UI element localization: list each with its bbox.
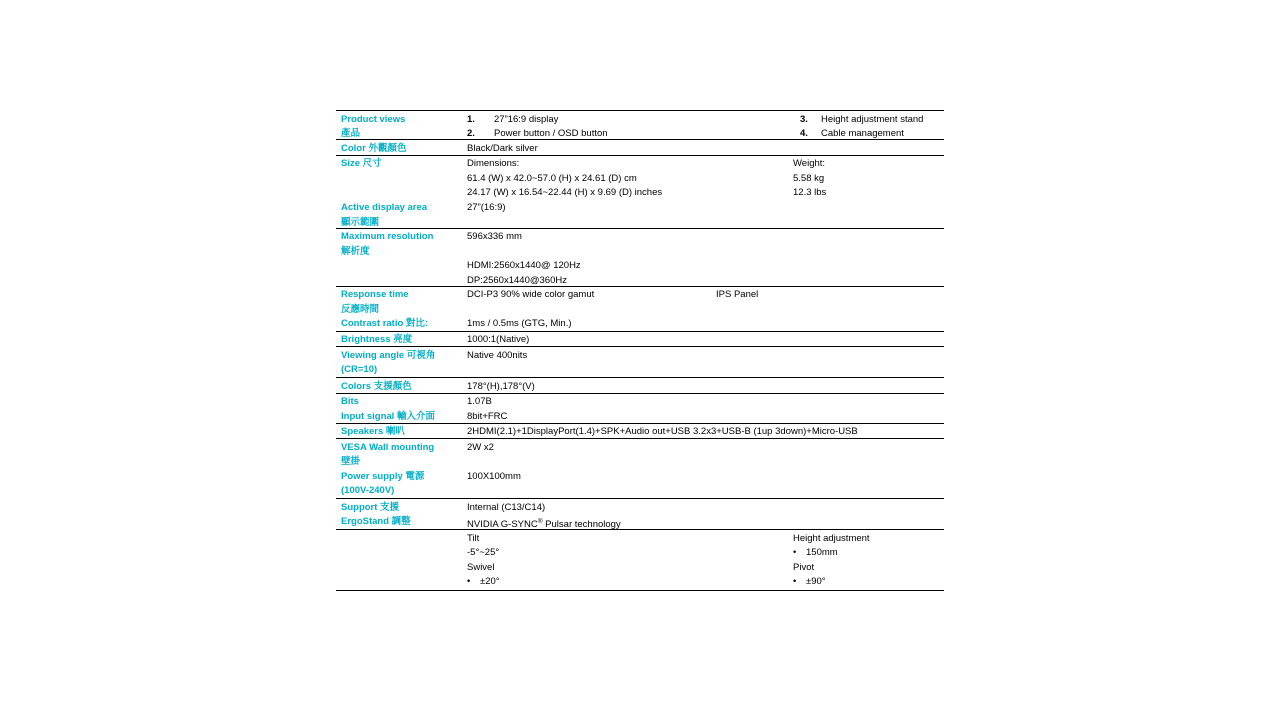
weight-kg: 5.58 kg bbox=[793, 172, 825, 184]
bits-value: 1.07B bbox=[467, 396, 492, 407]
label-line: Speakers 喇叭 bbox=[341, 426, 405, 437]
value-line: Black/Dark silver bbox=[467, 142, 538, 154]
label-line-en: Response time bbox=[341, 289, 409, 300]
swivel-value bbox=[467, 575, 944, 590]
product-view-item-3 bbox=[800, 113, 923, 128]
label-line-en: Viewing angle 可視角 bbox=[341, 349, 436, 361]
brightness-label bbox=[336, 333, 465, 346]
blank-line bbox=[467, 455, 944, 470]
power-internal-value: Internal (C13/C14) bbox=[467, 501, 546, 513]
label-line-zh: 顯示範圍 bbox=[341, 216, 380, 228]
registered-mark: ® bbox=[537, 518, 543, 525]
label-line-zh: 反應時間 bbox=[341, 303, 380, 315]
support-label: Support 支援 bbox=[341, 501, 400, 513]
product-views-value bbox=[465, 113, 944, 140]
blank-line bbox=[467, 303, 944, 318]
value-line: 178°(H),178°(V) bbox=[467, 380, 535, 392]
swivel-degrees: ±20° bbox=[480, 576, 500, 587]
gsync-suffix: Pulsar technology bbox=[542, 519, 621, 531]
item-text: Cable management bbox=[821, 128, 904, 139]
row-speakers bbox=[336, 424, 944, 440]
label-line: Color 外觀顏色 bbox=[341, 142, 407, 154]
vesa-power-label bbox=[336, 441, 465, 499]
brightness-value bbox=[465, 333, 944, 346]
bullet-icon: • bbox=[793, 547, 797, 558]
height-mm: 150mm bbox=[806, 547, 838, 558]
bits-label: Bits bbox=[341, 396, 359, 407]
label-line-en: Active display area bbox=[341, 202, 428, 213]
bits-input-label bbox=[336, 395, 465, 423]
contrast-ratio-label: Contrast ratio 對比: bbox=[341, 318, 429, 329]
label-line: Brightness 亮度 bbox=[341, 334, 413, 345]
speaker-watt-value: 2W x2 bbox=[467, 441, 494, 453]
label-line-en: Maximum resolution bbox=[341, 231, 434, 242]
blank-line bbox=[467, 245, 944, 260]
panel-type: IPS Panel bbox=[716, 289, 759, 300]
item-text: Height adjustment stand bbox=[821, 113, 924, 125]
pivot-title: Pivot bbox=[793, 561, 815, 573]
ergostand-label: ErgoStand 調整 bbox=[341, 516, 411, 527]
response-time-value bbox=[465, 288, 944, 331]
value-line: 27”(16:9) bbox=[467, 202, 506, 213]
speakers-label bbox=[336, 425, 465, 438]
tilt-title: Tilt bbox=[467, 532, 480, 544]
label-line: Size 尺寸 bbox=[341, 158, 382, 169]
row-colors bbox=[336, 378, 944, 394]
colors-value bbox=[465, 380, 944, 393]
row-stand-adjustments bbox=[336, 530, 944, 591]
label-line: Colors 支援顏色 bbox=[341, 380, 412, 392]
dimensions-title: Dimensions: bbox=[467, 158, 520, 169]
panel-size-mm: 596x336 mm bbox=[467, 231, 522, 242]
item-number: 4. bbox=[800, 128, 808, 139]
tilt-range: -5°~25° bbox=[467, 547, 500, 558]
bullet-icon: • bbox=[467, 576, 471, 587]
gsync-line bbox=[467, 515, 944, 530]
active-display-area-value bbox=[465, 201, 944, 228]
row-size bbox=[336, 156, 944, 200]
label-line-en: Product views bbox=[341, 113, 406, 125]
row-maximum-resolution bbox=[336, 229, 944, 287]
gsync-text: NVIDIA G-SYNC bbox=[467, 519, 538, 531]
value-line: 1000:1(Native) bbox=[467, 334, 530, 345]
power-supply-label: Power supply 電源 bbox=[341, 470, 425, 482]
weight-column bbox=[793, 157, 826, 201]
vesa-pattern-value: 100X100mm bbox=[467, 470, 521, 482]
item-number: 1. bbox=[467, 113, 475, 125]
row-vesa-power-supply bbox=[336, 439, 944, 499]
response-time-label bbox=[336, 288, 465, 331]
pivot-degrees: ±90° bbox=[806, 576, 826, 587]
bits-input-value bbox=[465, 395, 944, 423]
size-label bbox=[336, 157, 465, 200]
item-text: Power button / OSD button bbox=[494, 128, 608, 139]
power-supply-voltage: (100V-240V) bbox=[341, 485, 395, 496]
row-active-display-area bbox=[336, 200, 944, 229]
panel-type-column bbox=[716, 288, 758, 303]
stand-label-empty bbox=[336, 532, 465, 591]
dimensions-inches: 24.17 (W) x 16.54~22.44 (H) x 9.69 (D) inches bbox=[467, 187, 663, 198]
speakers-value bbox=[465, 425, 944, 438]
hdmi-resolution: HDMI:2560x1440@ 120Hz bbox=[467, 260, 581, 271]
color-label bbox=[336, 142, 465, 155]
row-brightness bbox=[336, 332, 944, 348]
colors-label bbox=[336, 380, 465, 393]
label-line-cr: (CR=10) bbox=[341, 364, 378, 375]
dimensions-cm: 61.4 (W) x 42.0~57.0 (H) x 24.61 (D) cm bbox=[467, 172, 637, 184]
pivot-value bbox=[793, 575, 870, 590]
input-signal-value: 8bit+FRC bbox=[467, 410, 508, 422]
active-display-area-label bbox=[336, 201, 465, 228]
row-color bbox=[336, 140, 944, 156]
stand-value bbox=[465, 532, 944, 591]
height-adjustment-value bbox=[793, 546, 870, 561]
product-views-label bbox=[336, 113, 465, 140]
input-signal-label: Input signal 輸入介面 bbox=[341, 410, 435, 422]
stand-column-2 bbox=[793, 532, 870, 590]
row-bits-input-signal bbox=[336, 394, 944, 424]
value-line: 2HDMI(2.1)+1DisplayPort(1.4)+SPK+Audio out+USB 3.2x3+USB-B (1up 3down)+Micro-USB bbox=[467, 426, 858, 437]
item-text: 27”16:9 display bbox=[494, 113, 559, 125]
weight-title: Weight: bbox=[793, 158, 826, 169]
size-value bbox=[465, 157, 944, 200]
maximum-resolution-label bbox=[336, 230, 465, 286]
weight-lbs: 12.3 lbs bbox=[793, 187, 827, 198]
color-gamut: DCI-P3 90% wide color gamut bbox=[467, 289, 595, 300]
color-value bbox=[465, 142, 944, 155]
item-number: 3. bbox=[800, 113, 808, 125]
value-line: Native 400nits bbox=[467, 349, 528, 361]
vesa-label-en: VESA Wall mounting bbox=[341, 441, 435, 453]
viewing-angle-label bbox=[336, 349, 465, 378]
item-number: 2. bbox=[467, 128, 475, 139]
vesa-power-value bbox=[465, 441, 944, 499]
swivel-title: Swivel bbox=[467, 561, 495, 573]
response-time-ms: 1ms / 0.5ms (GTG, Min.) bbox=[467, 318, 572, 329]
label-line-zh: 產品 bbox=[341, 128, 361, 139]
maximum-resolution-value bbox=[465, 230, 944, 286]
viewing-angle-value bbox=[465, 349, 944, 378]
row-support-ergostand bbox=[336, 499, 944, 530]
support-ergostand-value bbox=[465, 501, 944, 530]
monitor-spec-table bbox=[336, 110, 944, 591]
bullet-icon: • bbox=[793, 576, 797, 587]
product-view-item-4 bbox=[800, 127, 923, 142]
row-product-views bbox=[336, 111, 944, 140]
product-views-column-2 bbox=[800, 113, 923, 142]
label-line-zh: 解析度 bbox=[341, 245, 370, 257]
row-response-time-contrast bbox=[336, 287, 944, 332]
dp-resolution: DP:2560x1440@360Hz bbox=[467, 274, 567, 286]
support-ergostand-label bbox=[336, 501, 465, 530]
vesa-label-zh: 壁掛 bbox=[341, 456, 361, 467]
height-adjustment-title: Height adjustment bbox=[793, 532, 870, 544]
row-viewing-angle bbox=[336, 347, 944, 378]
